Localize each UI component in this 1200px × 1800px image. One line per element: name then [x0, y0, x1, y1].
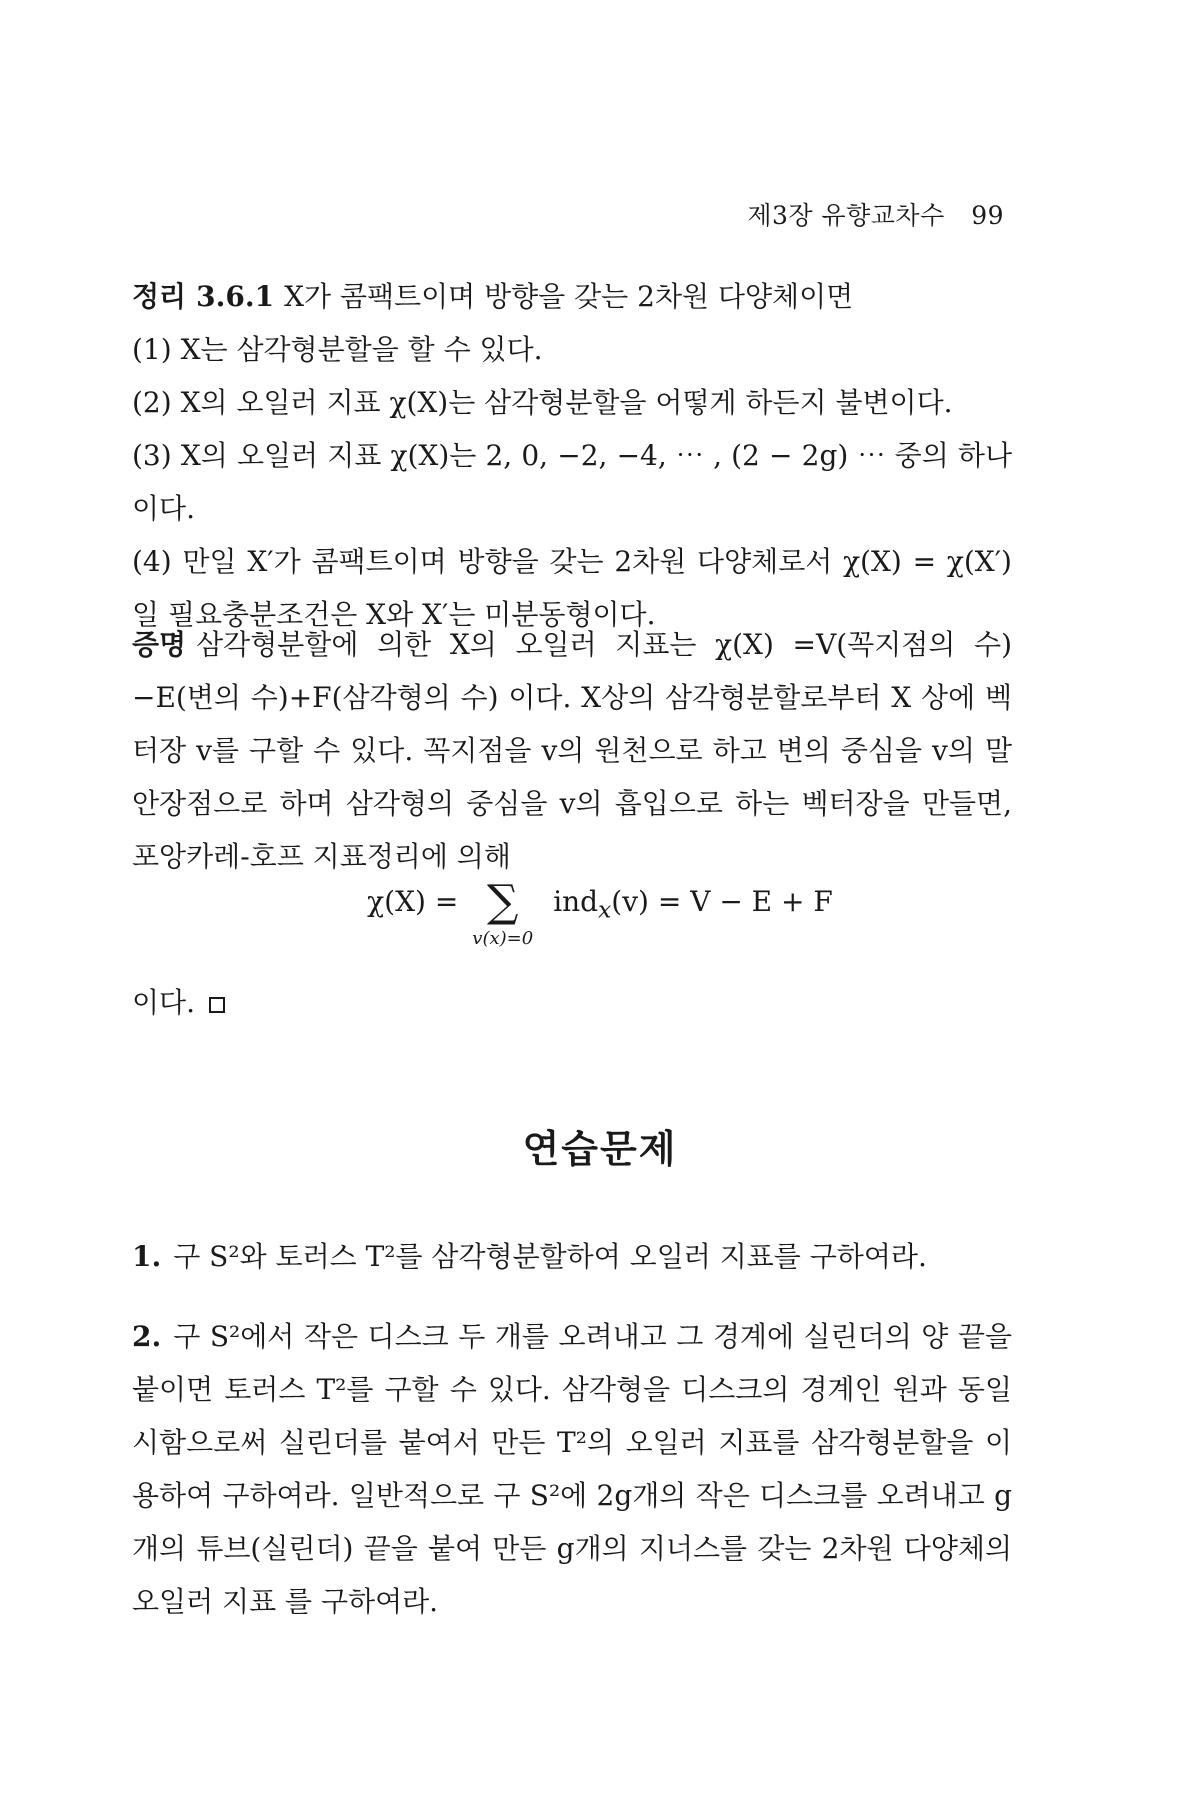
index-symbol: ind [553, 885, 599, 918]
proof-end [132, 976, 225, 1029]
qed-square-icon [209, 997, 225, 1013]
proof-label: 증명 [132, 628, 187, 661]
equation-tail: (v) = V − E + F [611, 885, 833, 918]
theorem-block [132, 270, 1012, 641]
exercise-text: 구 S²에서 작은 디스크 두 개를 오려내고 그 경계에 실린더의 양 끝을 붙이면 토러스 T²를 구할 수 있다. 삼각형을 디스크의 경계인 원과 동일시함으로써 실린더를 붙여서 만든 T²의 오일러 지표를 삼각형분할을 이용하여 구하여라. 일반적으로 구 S²에 2g개의 작은 디스크를 오려내고 g개의 튜브(실린더) 끝을 붙여 만든 g개의 지너스를 갖는 2차원 다양체의 오일러 지표 를 구하여라. [132, 1320, 1012, 1618]
section-title: 연습문제 [522, 1126, 678, 1171]
exercise-text: 구 S²와 토러스 T²를 삼각형분할하여 오일러 지표를 구하여라. [173, 1240, 927, 1273]
sum-symbol: ∑ [487, 876, 519, 927]
sum-subscript: v(x)=0 [472, 928, 534, 949]
theorem-number: 3.6.1 [196, 280, 275, 313]
summation [472, 876, 534, 950]
index-subscript: x [598, 895, 612, 924]
equation-lhs: χ(X) = [367, 885, 459, 918]
chapter-title: 제3장 유향교차수 [747, 201, 945, 230]
exercise-1 [132, 1230, 1012, 1283]
proof-block [132, 618, 1012, 883]
proof-paragraph [132, 618, 1012, 883]
theorem-item-1: (1) X는 삼각형분할을 할 수 있다. [132, 333, 543, 366]
page-number: 99 [971, 201, 1004, 230]
theorem-item-2: (2) X의 오일러 지표 χ(X)는 삼각형분할을 어떻게 하든지 불변이다. [132, 386, 953, 419]
poincare-hopf-equation [0, 876, 1200, 950]
proof-text: 삼각형분할에 의한 X의 오일러 지표는 χ(X) =V(꼭지점의 수)−E(변의 수)+F(삼각형의 수) 이다. X상의 삼각형분할로부터 X 상에 벡터장 v를 구할 수 있다. 꼭지점을 v의 원천으로 하고 변의 중심을 v의 말안장점으로 하며 삼각형의 중심을 v의 흡입으로 하는 벡터장을 만들면, 포앙카레-호프 지표정리에 의해 [132, 628, 1012, 873]
theorem-intro [132, 270, 1012, 323]
equation-rhs [553, 880, 833, 932]
theorem-item-3: (3) X의 오일러 지표 χ(X)는 2, 0, −2, −4, ⋯ , (2 − 2g) ⋯ 중의 하나이다. [132, 439, 1012, 525]
running-head [747, 196, 1004, 232]
proof-ending-text: 이다. [132, 986, 195, 1019]
exercise-2 [132, 1310, 1012, 1628]
exercise-number: 1. [132, 1240, 162, 1273]
exercise-number: 2. [132, 1320, 162, 1353]
theorem-item-4: (4) 만일 X′가 콤팩트이며 방향을 갖는 2차원 다양체로서 χ(X) = χ(X′)일 필요충분조건은 X와 X′는 미분동형이다. [132, 545, 1012, 631]
theorem-label: 정리 [132, 280, 187, 313]
theorem-intro-text: X가 콤팩트이며 방향을 갖는 2차원 다양체이면 [284, 280, 854, 313]
